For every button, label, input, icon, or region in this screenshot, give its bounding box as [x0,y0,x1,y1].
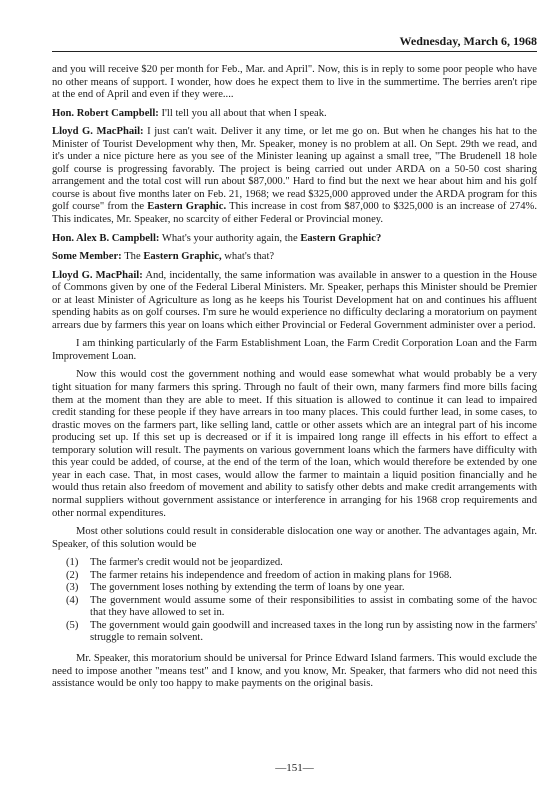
page-header [52,34,537,52]
newspaper-name: Eastern Graphic. [147,201,227,213]
paragraph-5 [52,251,537,264]
list-item-text: The government loses nothing by extending the term of loans by one year. [90,582,405,594]
list-item-text: The government would assume some of their responsibilities to assist in combating some of the havoc that they have allowed to set in. [90,594,537,619]
newspaper-name: Eastern Graphic? [300,232,382,244]
speaker-name: Lloyd G. MacPhail: [52,269,143,281]
list-item [52,620,537,645]
page-body [52,64,537,697]
speaker-name: Lloyd G. MacPhail: [52,126,144,138]
paragraph-9: Most other solutions could result in considerable dislocation one way or another. The advantages again, Mr. Speaker, of this solution would be [52,526,537,550]
speaker-name: Hon. Alex B. Campbell: [52,232,160,244]
header-date: Wednesday, March 6, 1968 [399,34,537,48]
speech-text: What's your authority again, the [161,232,298,244]
list-item-text: The farmer retains his independence and freedom of action in making plans for 1968. [90,569,452,581]
paragraph-7: I am thinking particularly of the Farm Establishment Loan, the Farm Credit Corporation Loan and the Farm Improvement Loan. [52,338,537,362]
list-item-number: (1) [66,557,79,569]
paragraph-8: Now this would cost the government nothing and would ease somewhat what would probably be a very tight situation for many farmers this spring. Through no fault of their own, many farmers find more bills facing them at the moment than they are able to meet. If this situation is allowed to continue it can lead to impaired credit standing for these people if they have arrears in too many places. This could further lead, in some cases, to drastic moves on the farmers part, like selling land, cattle or other assets which are an integral part of his income producing set up. If this set up is decreased or if it is impaired long range ill effects in his effort to effect a temporary solution will result. The payments on various government loans which the farmers have difficulty with this year could be added, of course, at the end of the term of the loan, which would therefore be extended by one year in each case. That, in most cases, would allow the farmer to maintain a liquid position financially and he would thus retain also freedom of movement and ability to satisfy other debts and make credit arrangements with normal suppliers without government assistance or interference in arranging for his 1968 crop requirements and other normal expenditures. [52,369,537,519]
list-item [52,595,537,620]
list-item [52,557,537,570]
list-item [52,582,537,595]
list-item-number: (5) [66,619,79,631]
speech-text: And, incidentally, the same information was available in answer to a question in the House of Commons given by one of the Federal Liberal Ministers. Mr. Speaker, perhaps this Minister should be Premier or at least Minister of Agriculture as long as he keeps his Tourist Development hat on and continues his affluent spending habits as on golf courses. I'm sure he would experience no difficulty declaring a moratorium on payment arrears due by farmers this year on loans which either Provincial or Federal Government administer over a period. [52,269,537,331]
list-item-number: (2) [66,569,79,581]
newspaper-name: Eastern Graphic, [143,251,222,263]
list-item-number: (3) [66,582,79,594]
speaker-name: Some Member: [52,251,122,263]
list-item-text: The government would gain goodwill and increased taxes in the long run by assisting now in the farmers' struggle to remain solvent. [90,619,537,644]
paragraph-2 [52,108,537,121]
speech-text: This increase in cost from $87,000 to $325,000 is an increase of 274%. This indicates, Mr. Speaker, no scarcity of either Federal or Provincial money. [52,201,538,226]
speaker-name: Hon. Robert Campbell: [52,107,159,119]
speech-text: I just can't wait. Deliver it any time, or let me go on. But when he changes his hat to the Minister of Tourist Development why then, Mr. Speaker, money is no problem at all. On Sept. 29th we read, and it's under a nice picture here as you see of the Minister leaning up against a small tree, "The Brudenell 18 hole golf course is progressing favorably. The project is being carried out under ARDA on a 50-50 cost sharing arrangement and the total cost will run about $87,000." Hard to find but the next we hear about him and his golf course is about five months later on Feb. 21, 1968; we read $325,000 approved under the ARDA program for this golf course" from the [52,126,537,213]
paragraph-1: and you will receive $20 per month for Feb., Mar. and April". Now, this is in reply to some poor people who have no other means of support. I wonder, how does he expect them to live in the summertime. The berries aren't ripe at the end of April and even if they were.... [52,64,537,101]
speech-text: I'll tell you all about that when I speak. [161,107,327,119]
paragraph-6 [52,270,537,333]
list-item-number: (4) [66,594,79,606]
paragraph-4 [52,233,537,246]
list-item-text: The farmer's credit would not be jeopardized. [90,557,283,569]
list-item [52,570,537,583]
advantages-list [52,557,537,645]
paragraph-10: Mr. Speaker, this moratorium should be universal for Prince Edward Island farmers. This would exclude the need to impose another "means test" and I know, and you know, Mr. Speaker, that farmers who did not need this assistance would be only too happy to make payments on the original basis. [52,652,537,690]
speech-text: what's that? [224,251,275,263]
speech-text: The [124,251,141,263]
paragraph-3 [52,126,537,226]
page-number: —151— [275,762,314,774]
